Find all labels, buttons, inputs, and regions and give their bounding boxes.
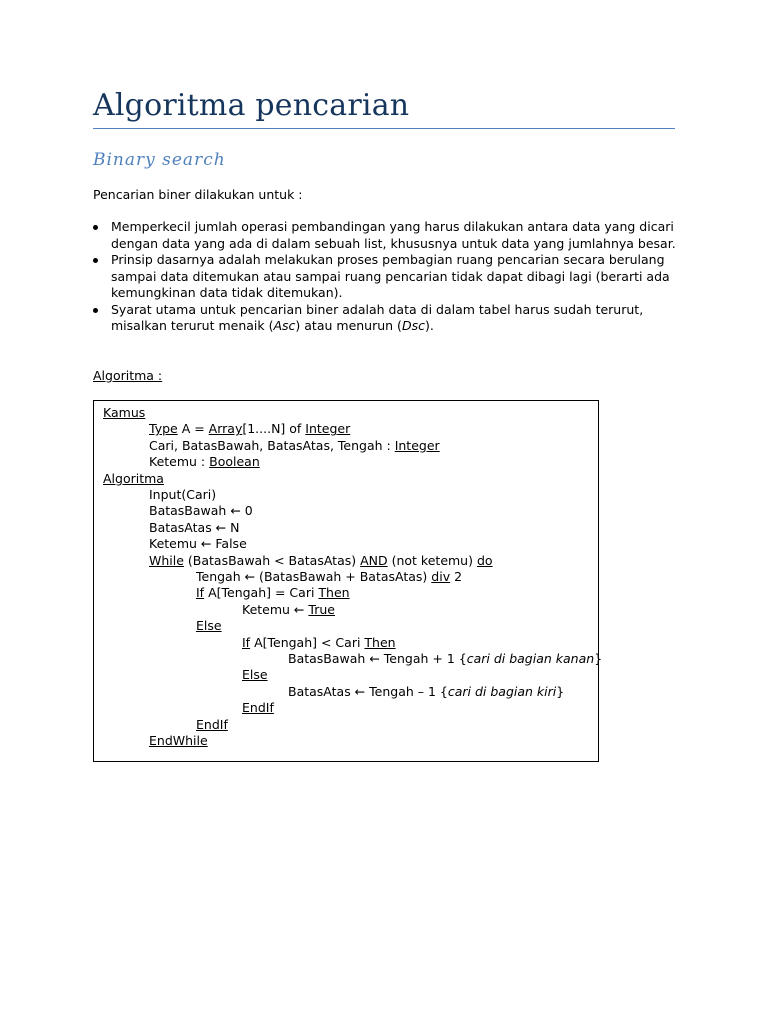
asc-term: Asc — [273, 318, 296, 333]
code-text: BatasAtas ← N — [149, 519, 240, 535]
dsc-term: Dsc — [401, 318, 425, 333]
code-text: A[Tengah] < Cari — [250, 634, 365, 650]
code-line-ketemu-init — [149, 536, 247, 552]
array-keyword: Array — [208, 421, 243, 437]
code-text: Ketemu ← — [242, 601, 309, 617]
code-text: Input(Cari) — [149, 487, 217, 502]
code-text: A[Tengah] = Cari — [204, 585, 319, 601]
bullet-text: Memperkecil jumlah operasi pembandingan yang harus dilakukan antara data yang dicari dengan data yang ada di dalam sebuah list, khususnya untuk data yang jumlahnya besar. — [111, 219, 676, 251]
bullet-item — [93, 302, 676, 335]
code-text: Cari, BatasBawah, BatasAtas, Tengah : — [149, 437, 395, 453]
code-line-endif-inner — [242, 700, 274, 716]
code-text: 2 — [450, 569, 463, 584]
code-line-ketemu-decl — [149, 454, 260, 470]
bullet-text-part: Syarat utama untuk pencarian biner adalah data di dalam tabel harus sudah terurut, misalkan terurut menaik ( — [111, 301, 644, 333]
bullet-item — [93, 252, 676, 302]
integer-keyword: Integer — [394, 437, 440, 453]
code-text: (BatasBawah < BatasAtas) — [183, 552, 361, 568]
code-line-else1 — [196, 618, 222, 634]
code-line-while — [149, 553, 493, 569]
bullet-text-part: ) atau menurun ( — [295, 318, 402, 333]
document-title: Algoritma pencarian — [93, 88, 410, 123]
code-line-else2 — [242, 667, 268, 683]
code-text: [1....N] of — [242, 421, 306, 437]
bullet-text-part: ). — [424, 318, 434, 333]
code-text: Ketemu ← False — [149, 536, 247, 552]
do-keyword: do — [476, 552, 493, 568]
code-text: BatasBawah ← 0 — [149, 503, 253, 519]
code-line-batasatas-init — [149, 520, 240, 536]
endif-keyword: EndIf — [242, 700, 274, 716]
code-text: BatasAtas ← Tengah – 1 { — [288, 683, 448, 699]
endif-keyword: EndIf — [196, 716, 228, 732]
boolean-keyword: Boolean — [209, 454, 260, 470]
code-line-tengah — [196, 569, 462, 585]
code-line-if1 — [196, 585, 350, 601]
bullet-dot-icon — [93, 258, 98, 263]
if-keyword: If — [242, 634, 251, 650]
code-line-endwhile — [149, 733, 208, 749]
code-text: A = — [177, 421, 209, 437]
algoritma-keyword: Algoritma — [103, 470, 164, 486]
else-keyword: Else — [242, 667, 268, 683]
kamus-keyword: Kamus — [103, 405, 146, 420]
algorithm-label: Algoritma : — [93, 368, 163, 383]
then-keyword: Then — [364, 634, 396, 650]
bullet-item — [93, 219, 676, 252]
if-keyword: If — [196, 585, 205, 601]
code-line-input — [149, 487, 216, 503]
document-subtitle: Binary search — [93, 150, 226, 170]
bullet-list — [93, 219, 676, 335]
while-keyword: While — [149, 552, 184, 568]
type-keyword: Type — [149, 421, 178, 437]
code-text: (not ketemu) — [387, 552, 477, 568]
code-line-batasbawah-init — [149, 503, 253, 519]
intro-paragraph: Pencarian biner dilakukan untuk : — [93, 187, 303, 202]
true-keyword: True — [308, 601, 335, 617]
then-keyword: Then — [318, 585, 350, 601]
code-text: Ketemu : — [149, 454, 210, 470]
code-line-batasatas-update — [288, 684, 564, 700]
endwhile-keyword: EndWhile — [149, 733, 208, 748]
bullet-text: Prinsip dasarnya adalah melakukan proses pembagian ruang pencarian secara berulang sampai data ditemukan atau sampai ruang pencarian tidak dapat dibagi lagi (berarti ada kemungkinan data tidak ditemukan). — [111, 252, 670, 300]
code-line-batasbawah-update — [288, 651, 602, 667]
code-line-if2 — [242, 635, 396, 651]
bullet-dot-icon — [93, 308, 98, 313]
code-line-vars — [149, 438, 440, 454]
code-text: } — [594, 651, 603, 666]
code-line-kamus — [103, 405, 145, 421]
code-text: BatasBawah ← Tengah + 1 { — [288, 651, 467, 666]
pseudocode-box — [93, 400, 603, 762]
title-underline-rule — [93, 128, 675, 129]
code-line-ketemu-true — [242, 602, 335, 618]
code-line-endif-outer — [196, 717, 228, 733]
bullet-dot-icon — [93, 225, 98, 230]
else-keyword: Else — [196, 618, 222, 634]
code-line-algoritma — [103, 471, 164, 487]
and-keyword: AND — [360, 552, 388, 568]
code-text: } — [556, 683, 565, 699]
div-keyword: div — [431, 569, 451, 584]
code-comment: cari di bagian kiri — [447, 683, 557, 699]
code-line-type — [149, 421, 350, 437]
code-text: Tengah ← (BatasBawah + BatasAtas) — [196, 569, 432, 584]
code-comment: cari di bagian kanan — [466, 651, 595, 666]
integer-keyword: Integer — [305, 421, 351, 437]
